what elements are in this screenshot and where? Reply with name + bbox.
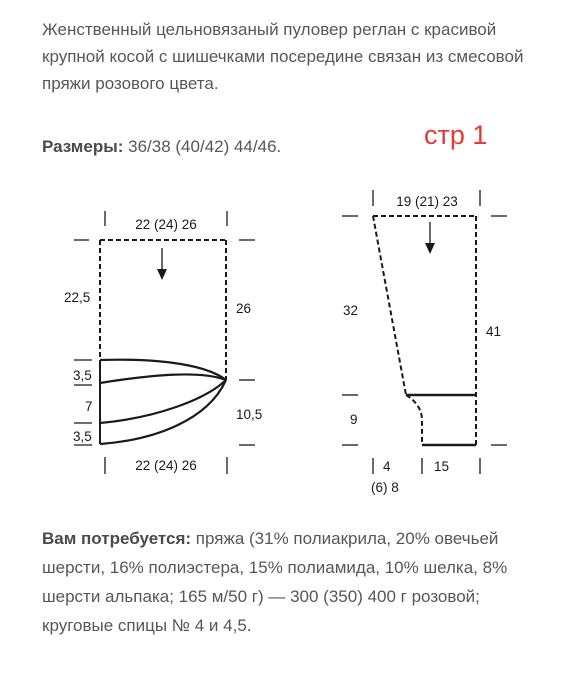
body-right-10-5-label: 10,5 <box>236 407 263 422</box>
body-left-3-5-top-label: 3,5 <box>73 368 92 383</box>
body-left-7-label: 7 <box>85 399 93 414</box>
body-left-22-5-label: 22,5 <box>64 290 91 305</box>
page-mark: стр 1 <box>424 120 488 150</box>
sleeve-bottom-4-label: 4 <box>383 459 391 474</box>
sleeve-top-width-label: 19 (21) 23 <box>396 194 458 209</box>
body-arrow-head <box>157 269 167 280</box>
body-top-width-label: 22 (24) 26 <box>135 217 197 232</box>
cable-curve-3 <box>100 380 226 423</box>
body-left-3-5-bottom-label: 3,5 <box>73 429 92 444</box>
sizes-label: Размеры: <box>42 137 124 156</box>
sleeve-slant-edge <box>373 216 406 395</box>
sleeve-bottom-6-8-label: (6) 8 <box>371 480 399 495</box>
sleeve-left-32-label: 32 <box>343 303 359 318</box>
sleeve-left-9-label: 9 <box>350 412 358 427</box>
cable-curve-2 <box>100 374 226 383</box>
body-right-26-label: 26 <box>236 301 252 316</box>
sleeve-bottom-15-label: 15 <box>434 459 450 474</box>
sleeve-cuff-left <box>406 395 422 445</box>
sizes-value: 36/38 (40/42) 44/46. <box>123 137 282 156</box>
sleeve-arrow-head <box>425 243 435 254</box>
sleeve-right-41-label: 41 <box>486 324 502 339</box>
intro-paragraph: Женственный цельновязаный пуловер реглан с красивой крупной косой с шишечками посередине связан из смесовой пряжи розового цвета. <box>42 20 524 93</box>
cable-curve-1 <box>100 360 226 380</box>
body-bottom-width-label: 22 (24) 26 <box>135 458 197 473</box>
requirements-text: пряжа (31% полиакрила, 20% овечьей шерсти, 16% полиэстера, 15% полиамида, 10% шелка, 8% шерсти альпака; 165 м/50 г) — 300 (350) 400 г розовой; круговые спицы № 4 и 4,5. <box>42 529 508 635</box>
requirements-paragraph <box>42 524 542 640</box>
requirements-label: Вам потребуется: <box>42 529 192 548</box>
